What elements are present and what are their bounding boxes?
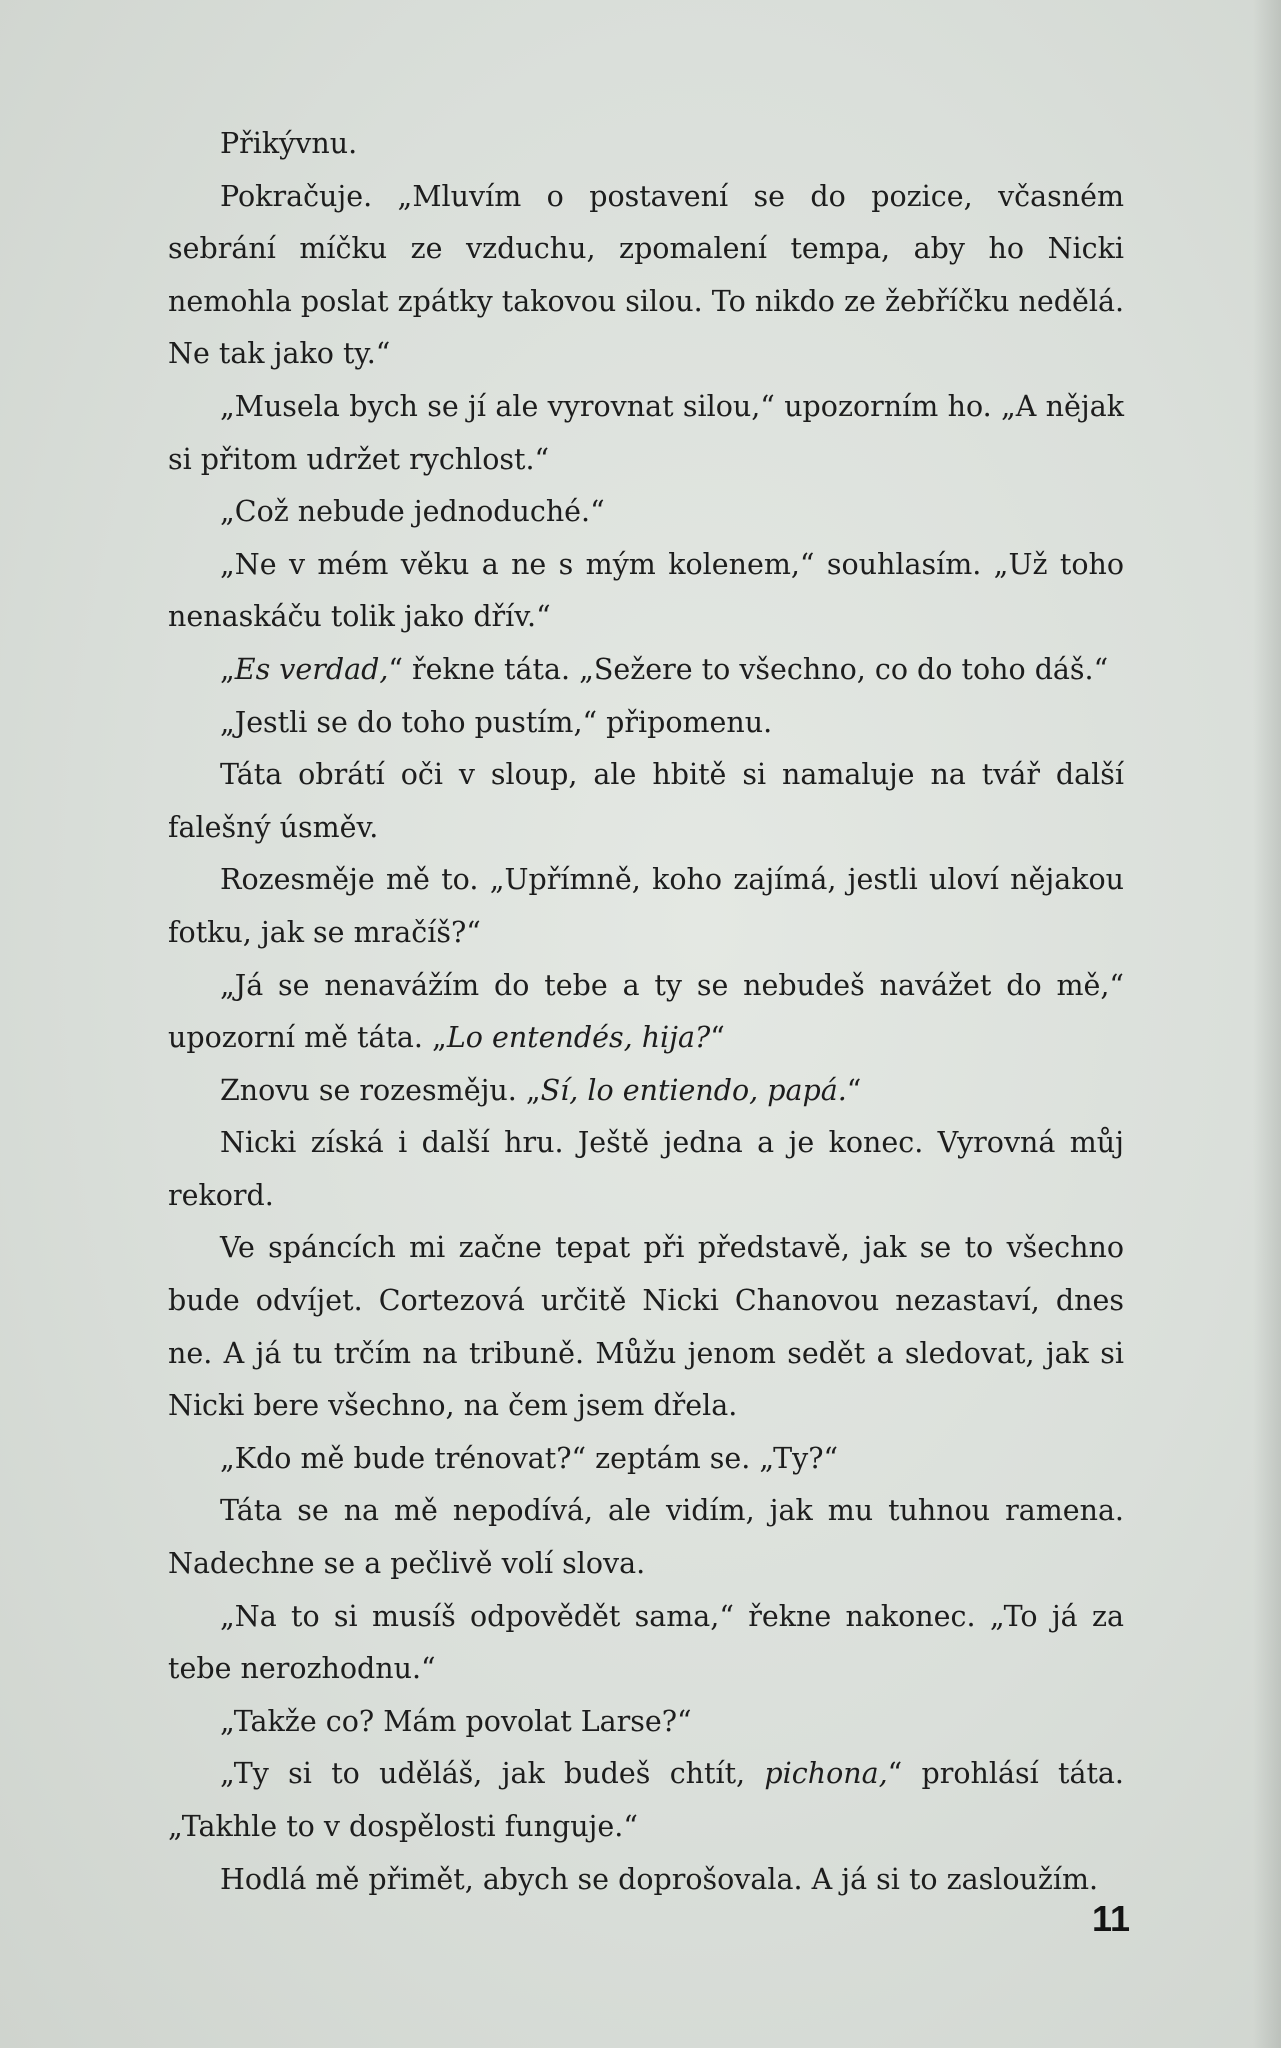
paragraph: „Takže co? Mám povolat Larse?“ bbox=[220, 1704, 692, 1738]
paragraph: Táta obrátí oči v sloup, ale hbitě si namaluje na tvář další falešný úsměv. bbox=[168, 758, 1124, 844]
paragraph-text: “ řekne táta. „Sežere to všechno, co do toho dáš.“ bbox=[388, 652, 1109, 686]
paragraph: „Na to si musíš odpovědět sama,“ řekne nakonec. „To já za tebe nerozhodnu.“ bbox=[168, 1599, 1124, 1686]
italic-spanish-text: Sí, lo entiendo, papá. bbox=[540, 1073, 847, 1107]
paragraph-text: “ bbox=[846, 1073, 862, 1107]
paragraph-text: „Já se nenavážím do tebe a ty se nebudeš navážet do mě,“ upozorní mě táta. „ bbox=[168, 968, 1124, 1055]
paragraph-text: “ bbox=[710, 1021, 725, 1055]
paragraph bbox=[168, 1065, 1124, 1118]
paragraph bbox=[168, 1748, 1124, 1853]
italic-spanish-text: Es verdad, bbox=[234, 652, 389, 686]
page-edge-shadow bbox=[1253, 0, 1281, 2048]
page-number: 11 bbox=[1091, 1898, 1130, 1939]
paragraph: Táta se na mě nepodívá, ale vidím, jak mu tuhnou ramena. Nadechne se a pečlivě volí slova. bbox=[168, 1494, 1124, 1581]
paragraph: „Kdo mě bude trénovat?“ zeptám se. „Ty?“ bbox=[220, 1441, 839, 1475]
paragraph bbox=[168, 644, 1124, 697]
paragraph: Pokračuje. „Mluvím o postavení se do pozice, včasném sebrání míčku ze vzduchu, zpomalení tempa, aby ho Nicki nemohla poslat zpátky takovou silou. To nikdo ze žebříčku nedělá. Ne tak jako ty.“ bbox=[168, 179, 1124, 371]
paragraph-text: “ prohlásí táta. „Takhle to v dospělosti funguje.“ bbox=[168, 1757, 1124, 1843]
paragraph: „Musela bych se jí ale vyrovnat silou,“ upozorním ho. „A nějak si přitom udržet rychlost.“ bbox=[168, 389, 1124, 476]
paragraph-text: „ bbox=[220, 652, 235, 686]
paragraph: „Což nebude jednoduché.“ bbox=[220, 495, 605, 529]
italic-nickname: pichona, bbox=[764, 1757, 888, 1791]
paragraph: Ve spáncích mi začne tepat při představě, jak se to všechno bude odvíjet. Cortezová určitě Nicki Chanovou nezastaví, dnes ne. A já tu trčím na tribuně. Můžu jenom sedět a sledovat, jak si Nicki bere všechno, na čem jsem dřela. bbox=[168, 1231, 1124, 1423]
body-text bbox=[168, 118, 1124, 1906]
paragraph-text: „Ty si to uděláš, jak budeš chtít, bbox=[220, 1757, 765, 1791]
paragraph: „Jestli se do toho pustím,“ připomenu. bbox=[220, 705, 773, 739]
italic-spanish-text: Lo entendés, hija? bbox=[446, 1021, 711, 1055]
paragraph: Nicki získá i další hru. Ještě jedna a je konec. Vyrovná můj rekord. bbox=[168, 1126, 1124, 1212]
paragraph: Hodlá mě přimět, abych se doprošovala. A já si to zasloužím. bbox=[220, 1862, 1099, 1896]
paragraph: Rozesměje mě to. „Upřímně, koho zajímá, jestli uloví nějakou fotku, jak se mračíš?“ bbox=[168, 863, 1124, 949]
paragraph: „Ne v mém věku a ne s mým kolenem,“ souhlasím. „Už toho nenaskáču tolik jako dřív.“ bbox=[168, 547, 1124, 634]
paragraph: Přikývnu. bbox=[220, 127, 358, 160]
paragraph-text: Znovu se rozesměju. „ bbox=[220, 1073, 541, 1107]
paragraph bbox=[168, 960, 1124, 1065]
